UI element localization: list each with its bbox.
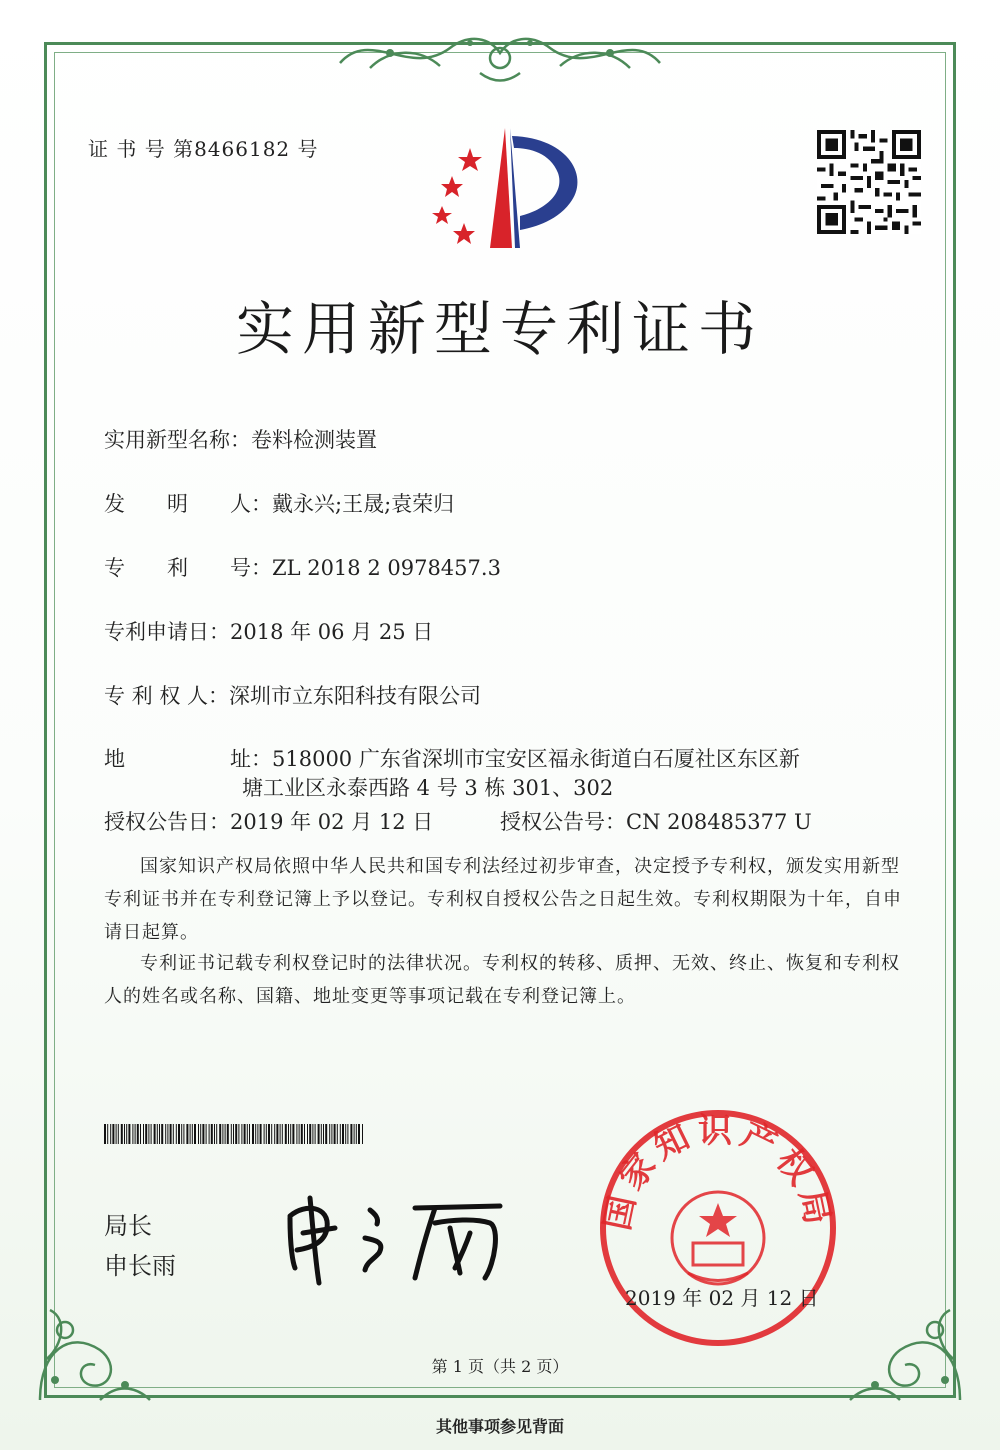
- director-name: 申长雨: [104, 1252, 176, 1280]
- qr-code-icon: [817, 130, 921, 234]
- svg-text:国家知识产权局: 国家知识产权局: [597, 1111, 839, 1234]
- page-number: 第 1 页（共 2 页）: [431, 1357, 569, 1376]
- field-filing-date: [104, 616, 433, 646]
- field-value: ZL 2018 2 0978457.3: [272, 556, 501, 580]
- field-value: 2018 年 06 月 25 日: [230, 620, 434, 644]
- certificate-number: 证 书 号 第8466182 号: [88, 137, 319, 161]
- field-address-line2: 塘工业区永泰西路 4 号 3 栋 301、302: [242, 776, 614, 800]
- field-patentee: [104, 680, 481, 710]
- statement-paragraph-1: 国家知识产权局依照中华人民共和国专利法经过初步审查，决定授予专利权，颁发实用新型专利证书并在专利登记簿上予以登记。专利权自授权公告之日起生效。专利权期限为十年，自申请日起算。: [104, 856, 902, 943]
- footer-note: 其他事项参见背面: [435, 1417, 564, 1436]
- field-value: 518000 广东省深圳市宝安区福永街道白石厦社区东区新: [272, 747, 800, 771]
- bottom-left-ornament: [30, 1290, 160, 1410]
- handwritten-signature: [275, 1178, 515, 1288]
- field-value: 深圳市立东阳科技有限公司: [229, 684, 482, 708]
- bottom-right-ornament: [840, 1290, 970, 1410]
- field-grant-number: [500, 806, 812, 836]
- certificate-title: 实用新型专利证书: [235, 295, 764, 363]
- seal-date: 2019 年 02 月 12 日: [625, 1286, 819, 1310]
- field-label: 授权公告日：: [104, 810, 230, 834]
- field-value: 卷料检测装置: [251, 428, 377, 452]
- field-value: 2019 年 02 月 12 日: [230, 810, 434, 834]
- field-label: 专利申请日：: [104, 620, 230, 644]
- statement-paragraph-2: 专利证书记载专利权登记时的法律状况。专利权的转移、质押、无效、终止、恢复和专利权人的姓名或名称、国籍、地址变更等事项记载在专利登记簿上。: [104, 953, 900, 1007]
- barcode-icon: [104, 1124, 366, 1144]
- field-label: 实用新型名称：: [104, 428, 251, 452]
- field-label: 专 利 权 人：: [104, 684, 230, 708]
- cnipa-logo-icon: [420, 118, 590, 258]
- field-value: CN 208485377 U: [626, 810, 812, 834]
- field-utility-model-name: [104, 424, 377, 454]
- field-value: 戴永兴;王晟;袁荣归: [272, 492, 455, 516]
- top-ornament: [330, 18, 670, 88]
- official-seal-stamp: [593, 1103, 843, 1353]
- field-label: 发 明 人：: [104, 492, 272, 516]
- field-label: 专 利 号：: [104, 556, 272, 580]
- director-title: 局长: [104, 1212, 152, 1240]
- field-patent-number: [104, 552, 501, 582]
- field-inventor: [104, 488, 454, 518]
- field-grant-date: [104, 806, 433, 836]
- field-label: 地 址：: [104, 747, 272, 771]
- field-address: [104, 743, 800, 773]
- field-label: 授权公告号：: [500, 810, 626, 834]
